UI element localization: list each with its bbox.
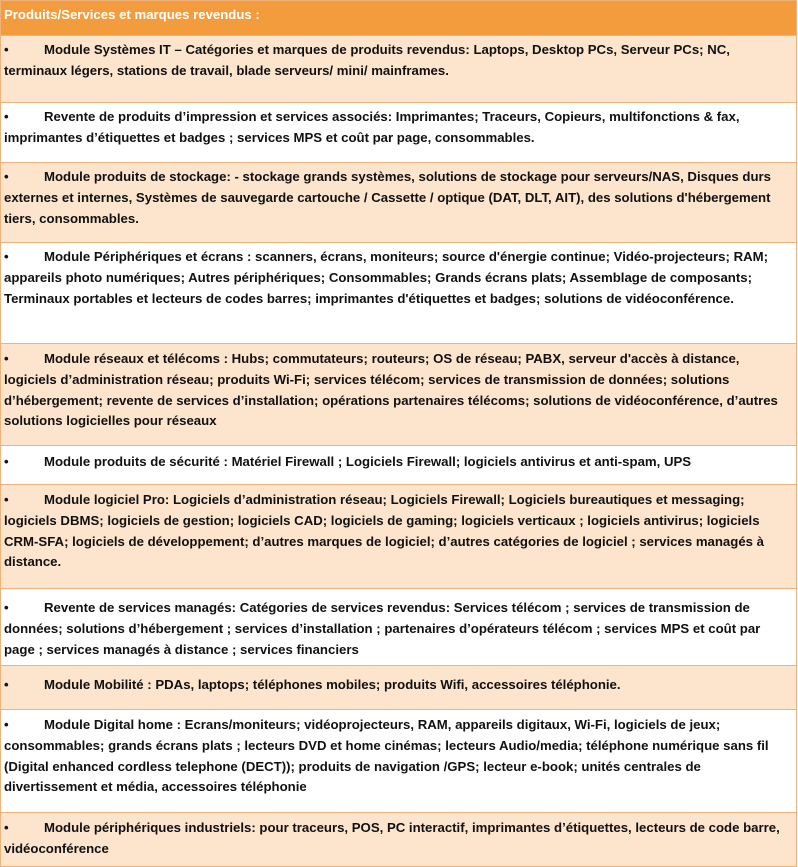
row-text: Module Périphériques et écrans : scanners, écrans, moniteurs; source d'énergie continue; Vidéo-projecteurs; RAM; appareils photo numériques; Autres périphériques; Consommables; Grands écrans plats; Assemblage de composants; Terminaux portables et lecteurs de codes barres; imprimantes d'étiquettes et badges; solutions de vidéoconférence. xyxy=(4,249,768,306)
bullet-icon: • xyxy=(4,351,9,366)
table-cell xyxy=(1,36,797,103)
table-header-cell xyxy=(1,1,797,36)
table-row xyxy=(1,666,797,710)
bullet-icon: • xyxy=(4,820,9,835)
table-row xyxy=(1,589,797,666)
bullet-icon: • xyxy=(4,600,9,615)
bullet-icon: • xyxy=(4,454,9,469)
table-cell xyxy=(1,666,797,710)
table-cell xyxy=(1,813,797,867)
table-header-row xyxy=(1,1,797,36)
row-text: Module produits de sécurité : Matériel Firewall ; Logiciels Firewall; logiciels antivirus et anti-spam, UPS xyxy=(44,454,692,469)
row-text: Module Mobilité : PDAs, laptops; téléphones mobiles; produits Wifi, accessoires téléphonie. xyxy=(44,677,621,692)
row-text: Revente de services managés: Catégories de services revendus: Services télécom ; services de transmission de données; solutions d’hébergement ; services d’installation ; partenaires d’opérateurs télécom ; services MPS et coût par page ; services managés à distance ; services financiers xyxy=(4,600,761,657)
row-text: Module produits de stockage: - stockage grands systèmes, solutions de stockage pour serveurs/NAS, Disques durs externes et internes, Systèmes de sauvegarde cartouche / Cassette / optique (DAT, DLT, AIT), des solutions d'hébergement tiers, consommables. xyxy=(4,169,771,226)
table-header-title: Produits/Services et marques revendus : xyxy=(4,7,260,22)
bullet-icon: • xyxy=(4,169,9,184)
table-row xyxy=(1,813,797,867)
table-row xyxy=(1,446,797,485)
table-row xyxy=(1,710,797,813)
row-text: Module réseaux et télécoms : Hubs; commutateurs; routeurs; OS de réseau; PABX, serveur d'accès à distance, logiciels d’administration réseau; produits Wi-Fi; services télécom; services de transmission de données; solutions d’hébergement; revente de services d’installation; opérations partenaires télécoms; solutions de vidéoconférence, d’autres solutions logicielles pour réseaux xyxy=(4,351,778,429)
table-cell xyxy=(1,344,797,446)
table-cell xyxy=(1,446,797,485)
bullet-icon: • xyxy=(4,109,9,124)
table-row xyxy=(1,243,797,344)
row-text: Module Systèmes IT – Catégories et marques de produits revendus: Laptops, Desktop PCs, Serveur PCs; NC, terminaux légers, stations de travail, blade serveurs/ mini/ mainframes. xyxy=(4,42,730,78)
row-text: Module périphériques industriels: pour traceurs, POS, PC interactif, imprimantes d’étiquettes, lecteurs de code barre, vidéoconférence xyxy=(4,820,780,856)
table-cell xyxy=(1,589,797,666)
row-text: Module Digital home : Ecrans/moniteurs; vidéoprojecteurs, RAM, appareils digitaux, Wi-Fi, logiciels de jeux; consommables; grands écrans plats ; lecteurs DVD et home cinémas; lecteurs Audio/media; téléphone numérique sans fil (Digital enhanced cordless telephone (DECT)); produits de navigation /GPS; lecteur e-book; unités centrales de divertissement et média, accessoires téléphonie xyxy=(4,717,769,795)
row-text: Revente de produits d’impression et services associés: Imprimantes; Traceurs, Copieurs, multifonctions & fax, imprimantes d’étiquettes et badges ; services MPS et coût par page, consommables. xyxy=(4,109,740,145)
bullet-icon: • xyxy=(4,717,9,732)
table-row xyxy=(1,344,797,446)
table-cell xyxy=(1,485,797,589)
bullet-icon: • xyxy=(4,677,9,692)
table-cell xyxy=(1,163,797,243)
bullet-icon: • xyxy=(4,42,9,57)
table-row xyxy=(1,103,797,163)
table-row xyxy=(1,36,797,103)
bullet-icon: • xyxy=(4,249,9,264)
table-cell xyxy=(1,243,797,344)
row-text: Module logiciel Pro: Logiciels d’administration réseau; Logiciels Firewall; Logiciels bureautiques et messaging; logiciels DBMS; logiciels de gestion; logiciels CAD; logiciels de gaming; logiciels verticaux ; logiciels antivirus; logiciels CRM-SFA; logiciels de développement; d’autres marques de logiciel; d’autres catégories de logiciel ; services managés à distance. xyxy=(4,492,764,570)
bullet-icon: • xyxy=(4,492,9,507)
table-cell xyxy=(1,103,797,163)
table-cell xyxy=(1,710,797,813)
table-row xyxy=(1,163,797,243)
table-row xyxy=(1,485,797,589)
